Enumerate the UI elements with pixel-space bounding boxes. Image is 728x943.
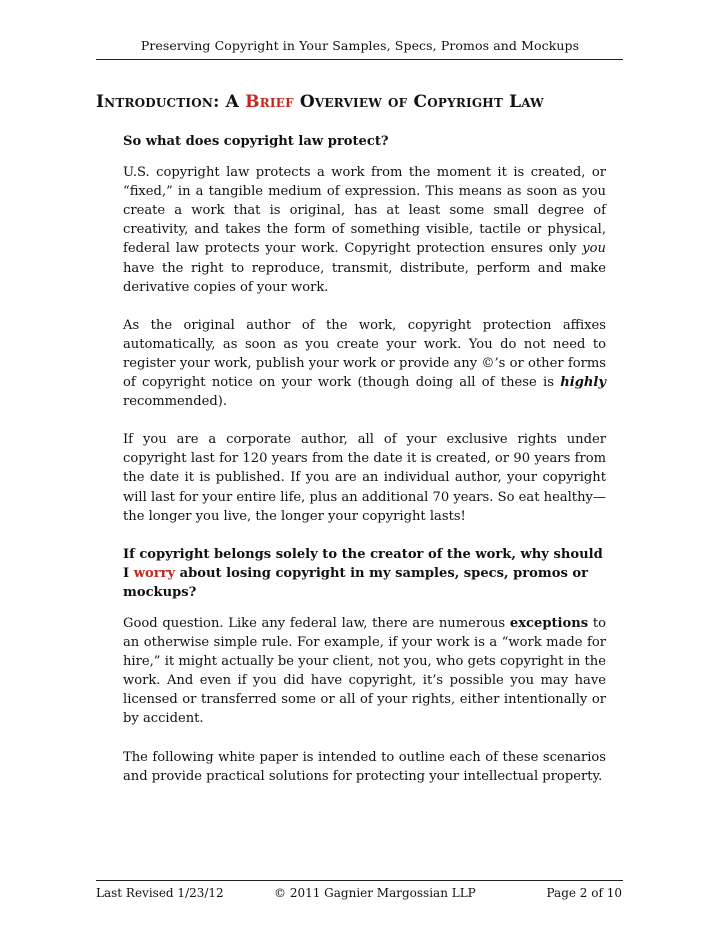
- question-why-worry: [123, 545, 606, 602]
- question-text: If copyright belongs solely to the creator of the work, why should I: [123, 546, 603, 581]
- section-heading-accent: Brief: [245, 92, 294, 112]
- footer-page-number: Page 2 of 10: [546, 886, 622, 900]
- emphasis-exceptions: exceptions: [509, 615, 589, 631]
- paragraph-text: have the right to reproduce, transmit, distribute, perform and make derivative copies of your work.: [123, 260, 606, 295]
- paragraph-text: to an otherwise simple rule. For example, if your work is a “work made for hire,” it might actually be your client, not you, who gets copyright in the work. And even if you did have copyright, it’s possible you may have licensed or transferred some or all of your rights, either intentionally or by accident.: [123, 615, 606, 727]
- question-text: about losing copyright in my samples, specs, promos or mockups?: [123, 565, 589, 600]
- emphasis-highly: highly: [560, 375, 606, 391]
- question-copyright-protect: So what does copyright law protect?: [123, 134, 389, 149]
- section-heading-part1: Introduction: A: [96, 92, 246, 112]
- paragraph-exceptions: [123, 614, 606, 729]
- paragraph-text: As the original author of the work, copyright protection affixes automatically, as soon as you create your work. You do not need to register your work, publish your work or provide any ©’s or other forms of copyright notice on your work (though doing all of these is: [123, 317, 606, 391]
- running-header: Preserving Copyright in Your Samples, Specs, Promos and Mockups: [140, 38, 580, 53]
- paragraph-what-copyright-protects: [123, 163, 606, 297]
- footer-rule: [96, 880, 623, 881]
- section-heading: [96, 92, 544, 112]
- emphasis-you: you: [582, 241, 606, 257]
- paragraph-text: U.S. copyright law protects a work from the moment it is created, or “fixed,” in a tangible medium of expression. This means as soon as you create a work that is original, has at least some small degree of creativity, and takes the form of something visible, tactile or physical, federal law protects your work. Copyright protection ensures only: [123, 165, 606, 257]
- section-heading-part2: Overview of Copyright Law: [293, 92, 544, 112]
- paragraph-automatic-protection: [123, 316, 606, 411]
- paragraph-text: Good question. Like any federal law, there are numerous: [123, 615, 510, 631]
- paragraph-copyright-duration: If you are a corporate author, all of your exclusive rights under copyright last for 120 years from the date it is created, or 90 years from the date it is published. If you are an individual author, your copyright will last for your entire life, plus an additional 70 years. So eat healthy—the longer you live, the longer your copyright lasts!: [123, 432, 606, 524]
- paragraph-text: recommended).: [123, 394, 228, 410]
- paragraph-white-paper-purpose: The following white paper is intended to outline each of these scenarios and provide practical solutions for protecting your intellectual property.: [123, 749, 606, 784]
- footer-copyright: © 2011 Gagnier Margossian LLP: [274, 886, 476, 900]
- header-rule: [96, 59, 623, 60]
- footer-last-revised: Last Revised 1/23/12: [96, 886, 224, 900]
- question-accent-worry: worry: [133, 565, 176, 581]
- body-content: [123, 132, 606, 805]
